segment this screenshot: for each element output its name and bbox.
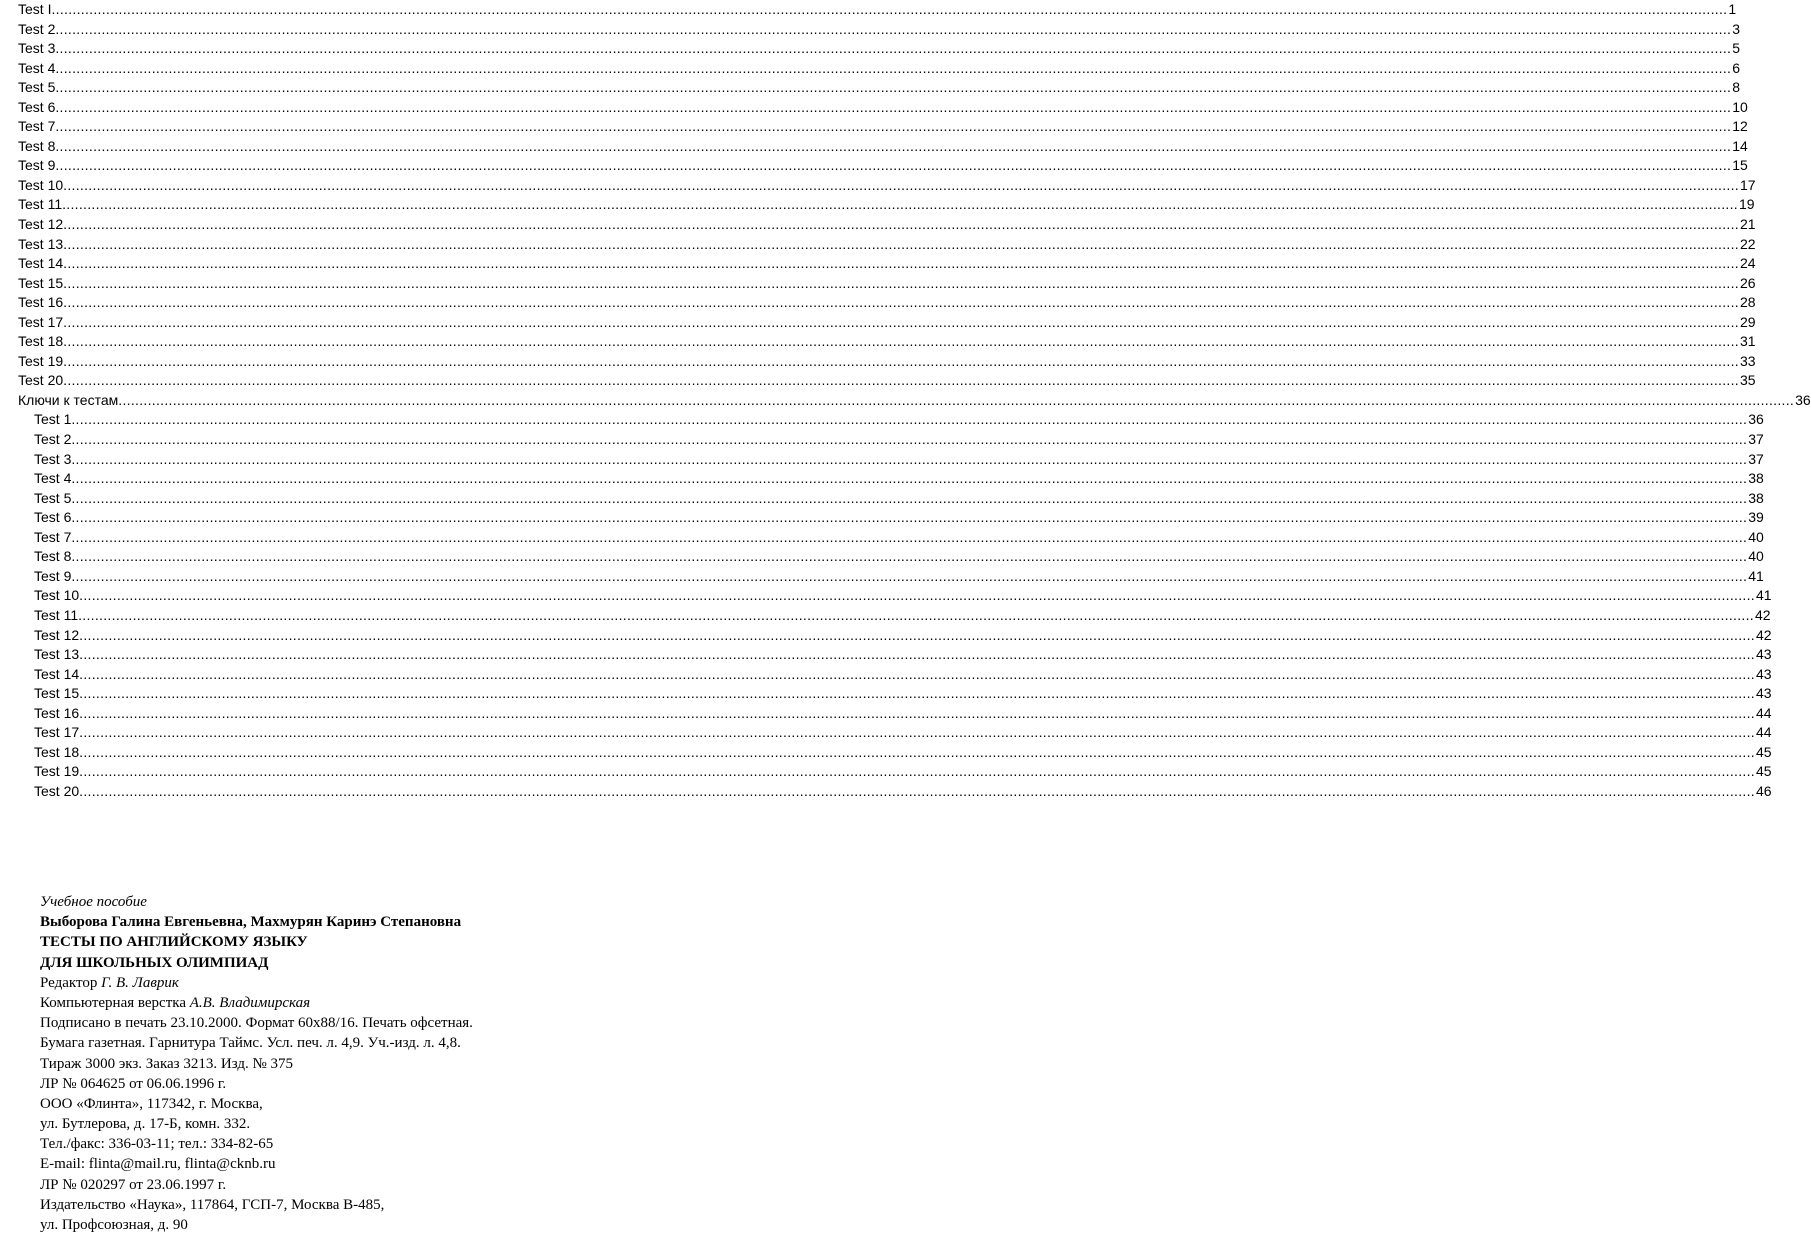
toc-leader-dots: ................................................................................................................................................................................................................................................................................................................................................................................................................ (63, 352, 1739, 369)
toc-entry-label: Test 9 (18, 157, 56, 174)
toc-leader-dots: ................................................................................................................................................................................................................................................................................................................................................................................................................ (63, 333, 1739, 350)
toc-leader-dots: ................................................................................................................................................................................................................................................................................................................................................................................................................ (79, 587, 1755, 604)
toc-leader-dots: ................................................................................................................................................................................................................................................................................................................................................................................................................ (71, 450, 1748, 467)
toc-leader-dots: ................................................................................................................................................................................................................................................................................................................................................................................................................ (63, 235, 1739, 252)
toc-entry-page: 19 (1738, 196, 1755, 213)
toc-entry[interactable] (18, 528, 1764, 548)
toc-leader-dots: ................................................................................................................................................................................................................................................................................................................................................................................................................ (78, 606, 1754, 623)
toc-entry-page: 36 (1748, 411, 1764, 428)
toc-entry-label: Test 5 (34, 489, 72, 506)
layout-name: А.В. Владимирская (189, 994, 311, 1011)
editor-name: Г. В. Лаврик (101, 974, 179, 991)
toc-leader-dots: ................................................................................................................................................................................................................................................................................................................................................................................................................ (79, 782, 1755, 799)
toc-entry-page: 43 (1756, 646, 1772, 663)
toc-entry-label: Test 12 (34, 626, 80, 643)
toc-entry-page: 29 (1740, 313, 1756, 330)
toc-entry[interactable] (18, 508, 1764, 528)
toc-leader-dots: ................................................................................................................................................................................................................................................................................................................................................................................................................ (79, 704, 1755, 721)
toc-entry[interactable] (18, 606, 1771, 626)
toc-entry-page: 3 (1732, 20, 1741, 37)
toc-entry[interactable] (18, 450, 1764, 470)
book-title-line-2: ДЛЯ ШКОЛЬНЫХ ОЛИМПИАД (40, 954, 269, 971)
toc-entry-label: Test 18 (34, 743, 80, 760)
imprint-line: ООО «Флинта», 117342, г. Москва, (40, 1095, 263, 1112)
toc-entry-label: Test 16 (18, 294, 64, 311)
toc-entry-page: 33 (1740, 352, 1756, 369)
toc-leader-dots: ................................................................................................................................................................................................................................................................................................................................................................................................................ (55, 118, 1732, 135)
toc-entry-page: 31 (1740, 333, 1756, 350)
toc-entry-label: Test 17 (18, 313, 64, 330)
toc-entry[interactable] (18, 254, 1756, 274)
toc-entry[interactable] (18, 547, 1764, 567)
toc-entry-label: Test 8 (18, 137, 56, 154)
toc-entry-label: Ключи к тестам (18, 391, 119, 408)
toc-entry-page: 46 (1756, 782, 1772, 799)
toc-entry[interactable] (18, 59, 1741, 79)
toc-entry-label: Test 14 (18, 255, 64, 272)
toc-leader-dots: ................................................................................................................................................................................................................................................................................................................................................................................................................ (71, 509, 1748, 526)
toc-entry-page: 14 (1732, 137, 1748, 154)
table-of-contents (18, 0, 1811, 801)
toc-entry[interactable] (18, 137, 1748, 157)
colophon (40, 892, 780, 1235)
toc-entry[interactable] (18, 489, 1764, 509)
toc-entry[interactable] (18, 332, 1756, 352)
toc-entry[interactable] (18, 293, 1756, 313)
toc-leader-dots: ................................................................................................................................................................................................................................................................................................................................................................................................................ (63, 255, 1739, 272)
toc-entry[interactable] (18, 176, 1756, 196)
toc-entry-page: 38 (1748, 470, 1764, 487)
toc-entry-label: Test 3 (18, 40, 56, 57)
toc-entry-page: 42 (1756, 626, 1772, 643)
toc-leader-dots: ................................................................................................................................................................................................................................................................................................................................................................................................................ (55, 40, 1732, 57)
toc-entry-label: Test 4 (18, 59, 56, 76)
toc-entry[interactable] (18, 20, 1741, 40)
toc-entry-page: 6 (1732, 59, 1741, 76)
toc-entry-label: Test I (18, 1, 52, 17)
toc-entry[interactable] (18, 567, 1764, 587)
toc-entry-label: Test 20 (18, 372, 64, 389)
toc-entry-label: Test 10 (18, 176, 64, 193)
toc-entry-label: Test 12 (18, 216, 64, 233)
toc-leader-dots: ................................................................................................................................................................................................................................................................................................................................................................................................................ (63, 274, 1739, 291)
toc-entry-page: 42 (1754, 606, 1771, 623)
toc-entry-label: Test 11 (34, 606, 79, 623)
toc-entry-page: 38 (1748, 489, 1764, 506)
toc-entry-page: 12 (1732, 118, 1748, 135)
toc-leader-dots: ................................................................................................................................................................................................................................................................................................................................................................................................................ (71, 470, 1748, 487)
toc-entry-label: Test 10 (34, 587, 80, 604)
toc-entry-label: Test 20 (34, 782, 80, 799)
toc-entry-label: Test 13 (34, 646, 80, 663)
toc-entry-page: 44 (1756, 704, 1772, 721)
toc-entry[interactable] (18, 156, 1748, 176)
toc-entry[interactable] (18, 743, 1772, 763)
toc-leader-dots: ................................................................................................................................................................................................................................................................................................................................................................................................................ (71, 411, 1748, 428)
toc-leader-dots: ................................................................................................................................................................................................................................................................................................................................................................................................................ (118, 391, 1795, 408)
toc-leader-dots: ................................................................................................................................................................................................................................................................................................................................................................................................................ (79, 646, 1755, 663)
toc-leader-dots: ................................................................................................................................................................................................................................................................................................................................................................................................................ (55, 98, 1732, 115)
toc-entry-label: Test 6 (18, 98, 56, 115)
toc-entry[interactable] (18, 665, 1772, 685)
toc-entry-page: 24 (1740, 255, 1756, 272)
toc-entry-label: Test 2 (18, 20, 56, 37)
toc-entry[interactable] (18, 39, 1741, 59)
toc-entry-page: 41 (1748, 567, 1764, 584)
toc-entry[interactable] (18, 215, 1756, 235)
toc-entry[interactable] (18, 117, 1748, 137)
imprint-line: ул. Бутлерова, д. 17-Б, комн. 332. (40, 1116, 251, 1133)
toc-entry-label: Test 14 (34, 665, 80, 682)
toc-leader-dots: ................................................................................................................................................................................................................................................................................................................................................................................................................ (55, 157, 1732, 174)
toc-entry-page: 45 (1756, 743, 1772, 760)
toc-entry-label: Test 6 (34, 509, 72, 526)
toc-leader-dots: ................................................................................................................................................................................................................................................................................................................................................................................................................ (79, 685, 1755, 702)
toc-entry[interactable] (18, 391, 1811, 411)
toc-entry-label: Test 15 (18, 274, 64, 291)
toc-entry-label: Test 19 (18, 352, 64, 369)
toc-entry[interactable] (18, 0, 1737, 20)
imprint-line: Тираж 3000 экз. Заказ 3213. Изд. № 375 (40, 1055, 294, 1072)
layout-label: Компьютерная верстка (40, 994, 190, 1011)
toc-entry-label: Test 11 (18, 196, 63, 213)
toc-entry-label: Test 19 (34, 763, 80, 780)
toc-leader-dots: ................................................................................................................................................................................................................................................................................................................................................................................................................ (63, 372, 1739, 389)
toc-entry[interactable] (18, 645, 1772, 665)
toc-entry-page: 15 (1732, 157, 1748, 174)
toc-leader-dots: ................................................................................................................................................................................................................................................................................................................................................................................................................ (71, 567, 1748, 584)
toc-entry-page: 37 (1748, 431, 1764, 448)
toc-leader-dots: ................................................................................................................................................................................................................................................................................................................................................................................................................ (71, 431, 1748, 448)
toc-entry[interactable] (18, 723, 1772, 743)
toc-entry-page: 35 (1740, 372, 1756, 389)
layout-line (40, 993, 780, 1013)
book-title-line-1: ТЕСТЫ ПО АНГЛИЙСКОМУ ЯЗЫКУ (40, 934, 308, 951)
toc-entry-label: Test 15 (34, 685, 80, 702)
toc-entry[interactable] (18, 469, 1764, 489)
toc-leader-dots: ................................................................................................................................................................................................................................................................................................................................................................................................................ (62, 196, 1738, 213)
toc-entry[interactable] (18, 626, 1772, 646)
imprint-line: E-mail: flinta@mail.ru, flinta@cknb.ru (40, 1156, 276, 1173)
toc-leader-dots: ................................................................................................................................................................................................................................................................................................................................................................................................................ (55, 79, 1732, 96)
toc-entry[interactable] (18, 371, 1756, 391)
toc-entry[interactable] (18, 352, 1756, 372)
toc-entry-label: Test 7 (18, 118, 56, 135)
toc-entry-page: 43 (1756, 665, 1772, 682)
toc-entry[interactable] (18, 410, 1764, 430)
editor-line (40, 973, 780, 993)
toc-entry-page: 1 (1728, 1, 1737, 17)
toc-leader-dots: ................................................................................................................................................................................................................................................................................................................................................................................................................ (51, 1, 1728, 17)
toc-entry[interactable] (18, 235, 1756, 255)
toc-leader-dots: ................................................................................................................................................................................................................................................................................................................................................................................................................ (55, 20, 1732, 37)
toc-leader-dots: ................................................................................................................................................................................................................................................................................................................................................................................................................ (63, 176, 1739, 193)
toc-entry-label: Test 4 (34, 470, 72, 487)
toc-entry[interactable] (18, 98, 1748, 118)
editor-label: Редактор (40, 974, 102, 991)
toc-entry[interactable] (18, 586, 1772, 606)
toc-entry-label: Test 1 (34, 411, 72, 428)
toc-entry-page: 10 (1732, 98, 1748, 115)
toc-entry[interactable] (18, 430, 1764, 450)
toc-entry-page: 22 (1740, 235, 1756, 252)
toc-entry-page: 5 (1732, 40, 1741, 57)
imprint-line: Подписано в печать 23.10.2000. Формат 60x88/16. Печать офсетная. (40, 1015, 473, 1032)
genre: Учебное пособие (40, 894, 147, 910)
toc-leader-dots: ................................................................................................................................................................................................................................................................................................................................................................................................................ (63, 294, 1739, 311)
toc-leader-dots: ................................................................................................................................................................................................................................................................................................................................................................................................................ (71, 548, 1748, 565)
toc-leader-dots: ................................................................................................................................................................................................................................................................................................................................................................................................................ (55, 59, 1732, 76)
toc-entry-label: Test 13 (18, 235, 64, 252)
toc-leader-dots: ................................................................................................................................................................................................................................................................................................................................................................................................................ (79, 743, 1755, 760)
toc-entry-label: Test 5 (18, 79, 56, 96)
toc-leader-dots: ................................................................................................................................................................................................................................................................................................................................................................................................................ (79, 724, 1755, 741)
toc-entry-page: 44 (1756, 724, 1772, 741)
toc-entry-page: 26 (1740, 274, 1756, 291)
toc-entry-label: Test 8 (34, 548, 72, 565)
toc-entry-label: Test 9 (34, 567, 72, 584)
imprint-line: Бумага газетная. Гарнитура Таймс. Усл. печ. л. 4,9. Уч.-изд. л. 4,8. (40, 1035, 461, 1052)
toc-entry-page: 40 (1748, 548, 1764, 565)
toc-entry[interactable] (18, 762, 1772, 782)
imprint-line: Издательство «Наука», 117864, ГСП-7, Москва В-485, (40, 1196, 385, 1213)
toc-entry[interactable] (18, 313, 1756, 333)
toc-entry[interactable] (18, 782, 1772, 802)
toc-entry-page: 40 (1748, 528, 1764, 545)
toc-entry-page: 8 (1732, 79, 1741, 96)
imprint-line: ЛР № 020297 от 23.06.1997 г. (40, 1176, 227, 1193)
toc-leader-dots: ................................................................................................................................................................................................................................................................................................................................................................................................................ (79, 763, 1755, 780)
toc-entry-label: Test 18 (18, 333, 64, 350)
toc-leader-dots: ................................................................................................................................................................................................................................................................................................................................................................................................................ (79, 665, 1755, 682)
toc-entry-page: 36 (1795, 391, 1811, 408)
authors: Выборова Галина Евгеньевна, Махмурян Каринэ Степановна (40, 914, 462, 931)
toc-leader-dots: ................................................................................................................................................................................................................................................................................................................................................................................................................ (79, 626, 1755, 643)
toc-entry-page: 43 (1756, 685, 1772, 702)
toc-leader-dots: ................................................................................................................................................................................................................................................................................................................................................................................................................ (71, 528, 1748, 545)
toc-entry-page: 39 (1748, 509, 1764, 526)
toc-entry-page: 37 (1748, 450, 1764, 467)
toc-entry[interactable] (18, 78, 1741, 98)
toc-entry-page: 28 (1740, 294, 1756, 311)
toc-entry-page: 41 (1756, 587, 1772, 604)
imprint-line: ЛР № 064625 от 06.06.1996 г. (40, 1075, 227, 1092)
imprint-details (40, 1013, 780, 1235)
toc-entry-label: Test 2 (34, 431, 72, 448)
toc-leader-dots: ................................................................................................................................................................................................................................................................................................................................................................................................................ (63, 313, 1739, 330)
toc-entry-label: Test 7 (34, 528, 72, 545)
toc-entry-label: Test 16 (34, 704, 80, 721)
toc-entry-page: 45 (1756, 763, 1772, 780)
imprint-line: ул. Профсоюзная, д. 90 (40, 1217, 188, 1233)
toc-entry-label: Test 3 (34, 450, 72, 467)
toc-entry-label: Test 17 (34, 724, 80, 741)
toc-entry[interactable] (18, 274, 1756, 294)
toc-leader-dots: ................................................................................................................................................................................................................................................................................................................................................................................................................ (63, 216, 1739, 233)
toc-entry-page: 21 (1740, 216, 1756, 233)
toc-entry[interactable] (18, 684, 1772, 704)
toc-leader-dots: ................................................................................................................................................................................................................................................................................................................................................................................................................ (55, 137, 1732, 154)
toc-entry[interactable] (18, 195, 1755, 215)
toc-entry-page: 17 (1740, 176, 1756, 193)
toc-leader-dots: ................................................................................................................................................................................................................................................................................................................................................................................................................ (71, 489, 1748, 506)
toc-entry[interactable] (18, 704, 1772, 724)
imprint-line: Тел./факс: 336-03-11; тел.: 334-82-65 (40, 1136, 274, 1153)
